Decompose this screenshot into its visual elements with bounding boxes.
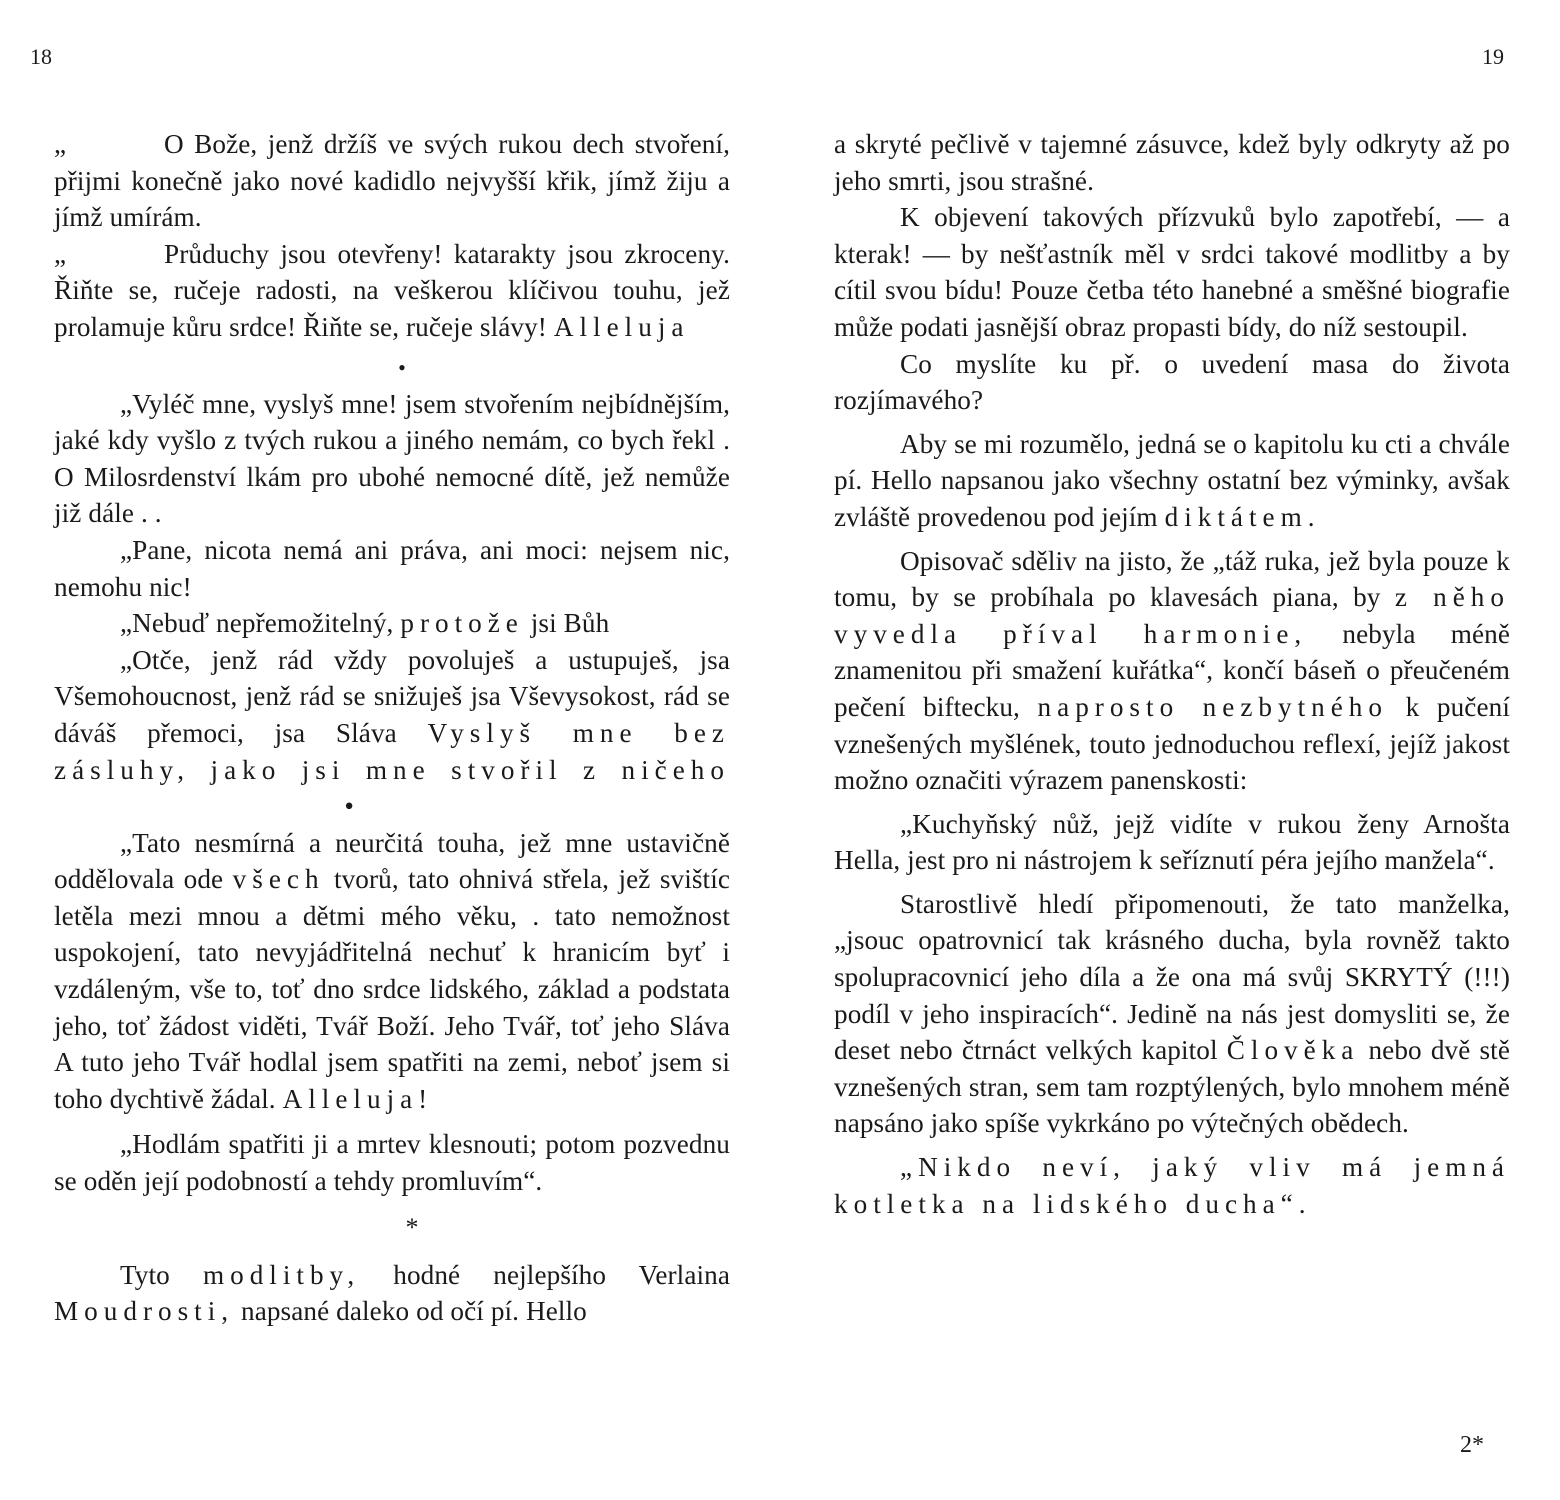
spaced-text: Alleluja! <box>282 1083 434 1114</box>
paragraph: „Vyléč mne, vyslyš mne! jsem stvořením nejbídnějším, jaké kdy vyšlo z tvých rukou a jiného nemám, co bych řekl . O Milosrdenství lkám pro ubohé nemocné dítě, jež nemůže již dále . . <box>54 388 730 529</box>
paragraph-text: O Bože, jenž držíš ve svých rukou dech stvoření, přijmi konečně jako nové kadidlo nejvyšší křik, jímž žiju a jímž umírám. <box>54 129 730 233</box>
spaced-text: z něho vyvedla příval harmonie, <box>834 582 1510 649</box>
separator-dot: • <box>398 354 406 380</box>
paragraph <box>54 126 730 236</box>
paragraph: Aby se mi rozumělo, jedná se o kapitolu ku cti a chvále pí. Hello napsanou jako všechny ostatní bez výminky, avšak zvláště provedenou pod jejím diktátem. <box>834 428 1510 532</box>
paragraph: „Hodlám spatřiti ji a mrtev klesnouti; potom pozvednu se oděn její podobností a tehdy promluvím“. <box>54 1129 730 1197</box>
paragraph: „Pane, nicota nemá ani práva, ani moci: nejsem nic, nemohu nic! <box>54 534 730 602</box>
right-column <box>834 126 1510 1222</box>
paragraph: a skryté pečlivě v tajemné zásuvce, kdež byly odkryty až po jeho smrti, jsou strašné. <box>834 129 1510 196</box>
left-column <box>54 126 730 1330</box>
paragraph: „Tato nesmírná a neurčitá touha, jež mne ustavičně oddělovala ode všech tvorů, tato ohnivá střela, jež svištíc letěla mezi mnou a dětmi mého věku, . tato nemožnost uspokojení, tato nevyjádřitelná nechuť k hranicím byť i vzdáleným, vše to, toť dno srdce lidského, základ a podstata jeho, toť žádost viděti, Tvář Boží. Jeho Tvář, toť jeho Sláva A tuto jeho Tvář hodlal jsem spatřiti na zemi, neboť jsem si toho dychtivě žádal. Alleluja! <box>54 827 731 1114</box>
paragraph: „Otče, jenž rád vždy povoluješ a ustupuješ, jsa Všemohoucnost, jenž rád se snižuješ jsa Vševysokost, rád se dáváš přemoci, jsa Sláva Vyslyš mne bez zásluhy, jako jsi mne stvořil z ničeho • <box>54 642 730 825</box>
spaced-text: Moudrosti, <box>54 1296 235 1327</box>
spaced-text: naprosto nezbytného <box>1037 691 1388 722</box>
page-number-right: 19 <box>1482 44 1504 69</box>
signature-mark: 2* <box>1460 1432 1484 1458</box>
spaced-text: Alleluja <box>553 311 690 342</box>
paragraph: Starostlivě hledí připomenouti, že tato manželka, „jsouc opatrovnicí tak krásného ducha, byla rovněž takto spolupracovnicí jeho díla a že ona má svůj SKRYTÝ (!!!) podíl v jeho inspiracích“. Jedině na nás jest domysliti se, že deset nebo čtrnáct velkých kapitol Člověka nebo dvě stě vznešených stran, sem tam rozptýlených, bylo mnohem méně napsáno jako spíše vykrkáno po výtečných obědech. <box>834 888 1510 1139</box>
paragraph: Opisovač sděliv na jisto, že „táž ruka, jež byla pouze k tomu, by se probíhala po klavesách piana, by z něho vyvedla příval harmonie, nebyla méně znamenitou při smažení kuřátka“, končí báseň o přeučeném pečení biftecku, naprosto nezbytného k pučení vznešených myšlének, touto jednoduchou reflexí, jejíž jakost možno označiti výrazem panenskosti: <box>834 545 1510 796</box>
paragraph: „Kuchyňský nůž, jejž vidíte v rukou ženy Arnošta Hella, jest pro ni nástrojem k seříznutí péra jejího manžela“. <box>834 808 1510 876</box>
paragraph-text: Průduchy jsou otevřeny! katarakty jsou zkroceny. Řiňte se, ručeje radosti, na veškerou klíčivou touhu, jež prolamuje kůru srdce! Řiňte se, ručeje slávy! <box>54 238 730 342</box>
spaced-text: všech <box>232 864 325 895</box>
paragraph <box>54 236 730 346</box>
paragraph: Co myslíte ku př. o uvedení masa do života rozjímavého? <box>834 348 1510 416</box>
spaced-text: „Nikdo neví, jaký vliv má jemná kotletka na lidského ducha“. <box>834 1152 1510 1219</box>
page-number-left: 18 <box>30 44 52 69</box>
spaced-text: diktátem. <box>1164 501 1321 532</box>
paragraph <box>834 1149 1510 1222</box>
spaced-text: Člověka <box>1226 1035 1360 1066</box>
opening-quote: „ <box>54 129 67 159</box>
opening-quote: „ <box>54 238 67 269</box>
paragraph: K objevení takových přízvuků bylo zapotřebí, — a kterak! — by nešťastník měl v srdci takové modlitby a by cítil svou bídu! Pouze četba této hanebné a směšné biografie může podati jasnější obraz propasti bídy, do níž sestoupil. <box>834 202 1510 342</box>
paragraph: Tyto modlitby, hodné nejlepšího Verlaina Moudrosti, napsané daleko od očí pí. Hello <box>54 1259 731 1327</box>
paragraph: „Nebuď nepřemožitelný, protože jsi Bůh <box>120 608 610 639</box>
spaced-text: modlitby, <box>202 1259 361 1290</box>
separator-dot: • <box>344 791 354 822</box>
spaced-text: protože <box>400 608 524 639</box>
spaced-text: Vyslyš mne bez zásluhy, jako jsi mne stvořil z ničeho <box>54 717 730 785</box>
section-star: * <box>405 1212 419 1242</box>
